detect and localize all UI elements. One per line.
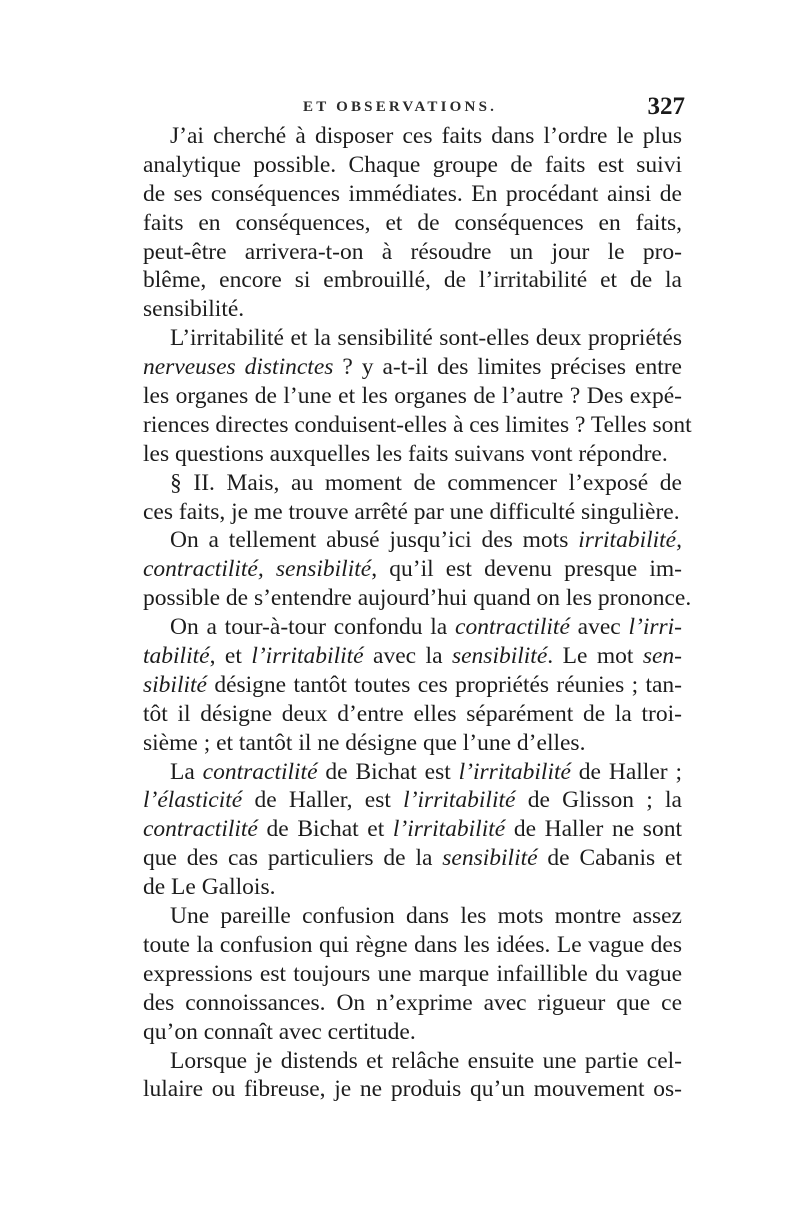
text-line (143, 786, 682, 815)
text-segment: que des cas particuliers de la (143, 845, 443, 872)
running-head (145, 93, 685, 123)
text-segment: § II. Mais, au moment de commencer l’exposé de (170, 469, 682, 496)
text-segment: J’ai cherché à disposer ces faits dans l’ordre le plus (170, 123, 682, 149)
text-line (143, 295, 682, 324)
text-segment: de Haller ; (570, 758, 682, 785)
text-segment: possible de s’entendre aujourd’hui quand on les prononce. (143, 585, 692, 612)
italic-text: contractilité, sensibilité (143, 556, 372, 583)
text-segment: de Glisson ; la (515, 787, 682, 814)
text-segment: de Bichat et (257, 816, 393, 843)
text-line (143, 498, 682, 527)
text-segment: de ses conséquences immédiates. En procédant ainsi de (143, 180, 682, 207)
text-line (143, 613, 682, 642)
text-segment: de Cabanis et (537, 845, 682, 872)
text-segment: de Bichat est (317, 758, 459, 785)
italic-text: contractilité (455, 614, 570, 641)
text-segment: de Haller ne sont (505, 816, 682, 843)
italic-text: l’irritabilité (458, 758, 571, 785)
text-segment: blême, encore si embrouillé, de l’irritabilité et de la (143, 267, 682, 294)
text-line (143, 844, 682, 873)
text-segment: analytique possible. Chaque groupe de faits est suivi (143, 151, 682, 178)
text-segment: sième ; et tantôt il ne désigne que l’une d’elles. (143, 729, 586, 756)
italic-text: contractilité (143, 816, 258, 843)
text-segment: Lorsque je distends et relâche ensuite une partie cel- (170, 1047, 682, 1074)
text-line (143, 758, 682, 787)
italic-text: l’élasticité (143, 787, 243, 814)
text-line (143, 584, 692, 613)
text-line (143, 671, 682, 700)
italic-text: nerveuses distinctes (143, 354, 334, 381)
text-segment: ? y a-t-il des limites précises entre (333, 354, 682, 381)
text-line (143, 729, 682, 758)
text-line (143, 353, 682, 382)
italic-text: sen- (642, 643, 682, 670)
text-line (143, 324, 682, 353)
italic-text: sensibilité (442, 845, 538, 872)
text-segment: , et (209, 643, 252, 670)
text-segment: , qu’il est devenu presque im- (371, 556, 682, 583)
text-line (143, 526, 682, 555)
italic-text: tabilité (143, 643, 210, 670)
italic-text: l’irritabilité (251, 643, 364, 670)
text-segment: les questions auxquelles les faits suivans vont répondre. (143, 440, 668, 467)
text-line (143, 1018, 682, 1047)
text-line (143, 1075, 682, 1104)
text-line (143, 555, 682, 584)
italic-text: irritabilité, (578, 527, 682, 554)
italic-text: l’irritabilité (392, 816, 506, 843)
text-line (143, 266, 682, 295)
text-segment: On a tellement abusé jusqu’ici des mots (170, 527, 579, 554)
italic-text: sensibilité (451, 643, 548, 670)
text-line (143, 642, 682, 671)
italic-text: sibilité (143, 671, 207, 698)
text-segment: ces faits, je me trouve arrêté par une difficulté singulière. (143, 498, 680, 525)
text-line (143, 440, 682, 469)
text-segment: toute la confusion qui règne dans les idées. Le vague des (143, 931, 682, 958)
text-line (143, 151, 682, 180)
text-segment: On a tour-à-tour confondu la (170, 614, 456, 641)
text-line (143, 815, 682, 844)
text-line (143, 960, 682, 989)
text-segment: désigne tantôt toutes ces propriétés réunies ; tan- (206, 671, 682, 698)
text-segment: lulaire ou fibreuse, je ne produis qu’un mouvement os- (143, 1076, 682, 1103)
text-segment: expressions est toujours une marque infaillible du vague (143, 960, 682, 987)
text-line (143, 700, 682, 729)
italic-text: l’irri- (628, 614, 682, 641)
text-segment: sensibilité. (143, 296, 245, 323)
text-segment: La (170, 758, 203, 785)
text-segment: peut-être arrivera-t-on à résoudre un jour le pro- (143, 238, 682, 265)
text-line (143, 122, 682, 151)
text-segment: avec la (363, 643, 452, 670)
text-segment: . Le mot (547, 643, 643, 670)
text-segment: riences directes conduisent-elles à ces limites ? Telles sont (143, 411, 692, 438)
text-segment: des connoissances. On n’exprime avec rigueur que ce (143, 989, 682, 1016)
text-line (143, 931, 682, 960)
text-segment: L’irritabilité et la sensibilité sont-elles deux propriétés (170, 325, 682, 352)
text-line (143, 209, 682, 238)
text-line (143, 873, 682, 902)
text-segment: qu’on connaît avec certitude. (143, 1018, 416, 1045)
italic-text: contractilité (202, 758, 318, 785)
text-segment: Une pareille confusion dans les mots montre assez (170, 903, 682, 930)
text-line (143, 1047, 682, 1076)
running-title: ET OBSERVATIONS. (303, 99, 498, 115)
text-line (143, 469, 682, 498)
page-number: 327 (647, 93, 685, 120)
body-text (143, 122, 692, 1104)
text-line (143, 411, 692, 440)
text-segment: tôt il désigne deux d’entre elles séparément de la troi- (143, 700, 682, 727)
text-line (143, 382, 682, 411)
text-line (143, 989, 682, 1018)
text-segment: avec (569, 614, 629, 641)
text-segment: de Haller, est (242, 787, 404, 814)
text-line (143, 238, 682, 267)
italic-text: l’irritabilité (403, 787, 516, 814)
text-line (143, 180, 682, 209)
text-segment: faits en conséquences, et de conséquences en faits, (143, 209, 682, 236)
text-segment: de Le Gallois. (143, 874, 276, 901)
text-line (143, 902, 682, 931)
text-segment: les organes de l’une et les organes de l’autre ? Des expé- (143, 383, 682, 410)
